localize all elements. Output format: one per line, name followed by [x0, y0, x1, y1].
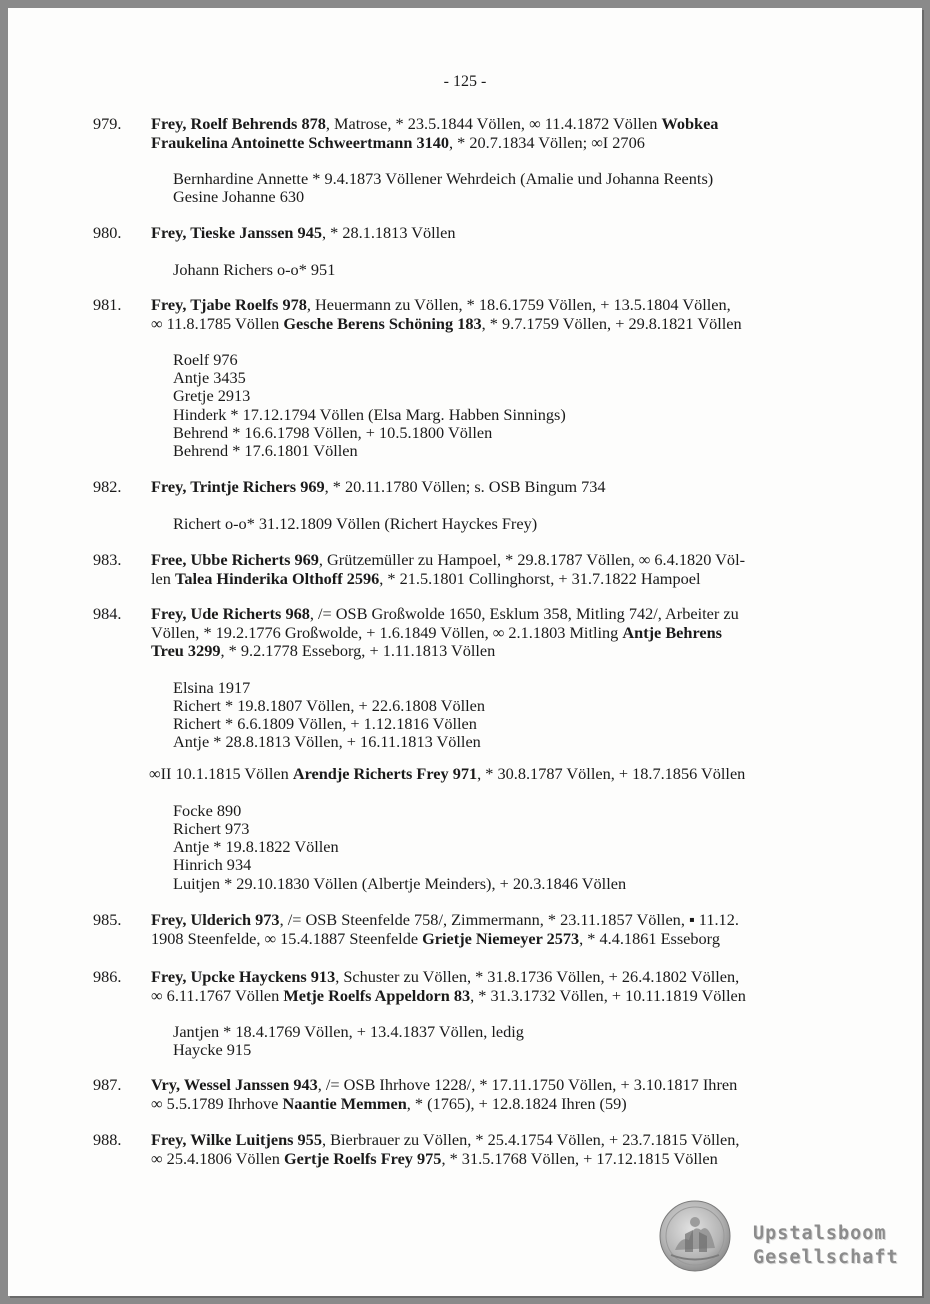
- entry-text: , /= OSB Großwolde 1650, Esklum 358, Mitling 742/, Arbeiter zu: [309, 604, 739, 623]
- entry-header: [151, 605, 873, 661]
- page-number: - 125 -: [443, 73, 487, 90]
- child-item: Johann Richers o-o* 951: [173, 259, 336, 279]
- entry-header: [151, 551, 873, 588]
- genealogy-entry: [93, 296, 873, 460]
- entry-text: , /= OSB Ihrhove 1228/, * 17.11.1750 Völlen, + 3.10.1817 Ihren: [317, 1075, 738, 1094]
- person-name: Frey, Ulderich 973: [151, 910, 280, 929]
- page-frame: [8, 8, 922, 1296]
- entry-text: , Heuermann zu Völlen, * 18.6.1759 Völlen, + 13.5.1804 Völlen,: [306, 295, 731, 314]
- entry-line: [151, 930, 873, 949]
- person-name: Talea Hinderika Olthoff 2596: [174, 568, 380, 588]
- entry-number: 987.: [93, 1075, 122, 1094]
- child-item: Antje * 28.8.1813 Völlen, + 16.11.1813 Völlen: [173, 732, 481, 752]
- person-name: Fraukelina Antoinette Schweertmann 3140: [151, 132, 450, 152]
- person-name: Frey, Wilke Luitjens 955: [151, 1130, 322, 1149]
- entry-line: [151, 315, 873, 334]
- entry-text: , /= OSB Steenfelde 758/, Zimmermann, * 23.11.1857 Völlen, ▪ 11.12.: [279, 910, 739, 929]
- entry-number: 982.: [93, 477, 122, 496]
- child-item: Richert 973: [173, 819, 250, 839]
- entry-line: [151, 1076, 873, 1095]
- children-list: [173, 1023, 873, 1059]
- entry-text: ∞ 6.11.1767 Völlen: [151, 985, 284, 1005]
- entry-text: , * 9.7.1759 Völlen, + 29.8.1821 Völlen: [481, 313, 742, 333]
- child-item: Behrend * 16.6.1798 Völlen, + 10.5.1800 Völlen: [173, 422, 493, 442]
- entry-line: [151, 911, 873, 930]
- entry-line: [151, 296, 873, 315]
- child-item: Hinrich 934: [173, 855, 252, 875]
- entry-text: , Matrose, * 23.5.1844 Völlen, ∞ 11.4.1872 Völlen: [325, 114, 662, 133]
- entry-text: , * 30.8.1787 Völlen, + 18.7.1856 Völlen: [477, 764, 746, 784]
- child-item: Luitjen * 29.10.1830 Völlen (Albertje Meinders), + 20.3.1846 Völlen: [173, 873, 627, 893]
- second-marriage: [149, 765, 873, 784]
- genealogy-entry: [93, 224, 873, 279]
- entry-text: len: [151, 568, 175, 588]
- person-name: Arendje Richerts Frey 971: [292, 764, 478, 784]
- person-name: Naantie Memmen: [282, 1093, 407, 1113]
- entry-number: 986.: [93, 967, 122, 986]
- children-list: [173, 261, 873, 279]
- person-name: Frey, Trintje Richers 969: [151, 477, 325, 496]
- entry-number: 984.: [93, 604, 122, 623]
- entry-text: Völlen, * 19.2.1776 Großwolde, + 1.6.1849 Völlen, ∞ 2.1.1803 Mitling: [151, 622, 623, 642]
- genealogy-entry: [93, 551, 873, 588]
- entry-line: [151, 224, 873, 243]
- person-name: Frey, Upcke Hayckens 913: [151, 967, 336, 986]
- entry-number: 985.: [93, 910, 122, 929]
- entry-number: 979.: [93, 114, 122, 133]
- person-name: Frey, Tieske Janssen 945: [151, 223, 322, 242]
- person-name: Metje Roelfs Appeldorn 83: [283, 985, 471, 1005]
- person-name: Gertje Roelfs Frey 975: [283, 1148, 442, 1168]
- children-list: [173, 351, 873, 460]
- entry-header: [151, 968, 873, 1005]
- child-item: Focke 890: [173, 800, 242, 820]
- person-name: Frey, Roelf Behrends 878: [151, 114, 326, 133]
- entry-text: , * 20.11.1780 Völlen; s. OSB Bingum 734: [324, 477, 606, 496]
- entry-text: ∞II 10.1.1815 Völlen: [149, 764, 293, 784]
- child-item: Antje * 19.8.1822 Völlen: [173, 837, 339, 857]
- genealogy-entry: [93, 1076, 873, 1113]
- entry-line: [151, 1095, 873, 1114]
- entry-number: 983.: [93, 550, 122, 569]
- child-item: Gretje 2913: [173, 386, 251, 406]
- genealogy-entry: [93, 968, 873, 1059]
- entry-header: [151, 224, 873, 243]
- child-item: Hinderk * 17.12.1794 Völlen (Elsa Marg. Habben Sinnings): [173, 404, 566, 424]
- person-name: Gesche Berens Schöning 183: [283, 313, 482, 333]
- child-item: Roelf 976: [173, 350, 238, 369]
- entry-text: ∞ 25.4.1806 Völlen: [151, 1148, 284, 1168]
- entry-header: [151, 296, 873, 333]
- child-item: Richert * 6.6.1809 Völlen, + 1.12.1816 Völlen: [173, 713, 477, 733]
- entry-line: [151, 1131, 873, 1150]
- person-name: Grietje Niemeyer 2573: [422, 928, 580, 948]
- entry-line: [151, 551, 873, 570]
- entry-line: [151, 134, 873, 153]
- person-name: Vry, Wessel Janssen 943: [151, 1075, 318, 1094]
- entry-header: [151, 1131, 873, 1168]
- entry-text: , * (1765), + 12.8.1824 Ihren (59): [406, 1093, 627, 1113]
- person-name: Wobkea: [661, 114, 719, 133]
- entry-line: [151, 478, 873, 497]
- entry-text: , Bierbrauer zu Völlen, * 25.4.1754 Völlen, + 23.7.1815 Völlen,: [321, 1130, 740, 1149]
- entry-text: , * 9.2.1778 Esseborg, + 1.11.1813 Völlen: [220, 641, 496, 660]
- genealogy-entry: [93, 478, 873, 533]
- entry-header: [151, 911, 873, 948]
- children-list: [173, 515, 873, 533]
- child-item: Behrend * 17.6.1801 Völlen: [173, 441, 358, 461]
- genealogy-entry: [93, 605, 873, 893]
- entry-number: 980.: [93, 223, 122, 242]
- entry-number: 981.: [93, 295, 122, 314]
- person-name: Frey, Tjabe Roelfs 978: [151, 295, 307, 314]
- brand-line1: Upstalsboom: [753, 1223, 887, 1244]
- entry-line: [151, 1150, 873, 1169]
- document-page: [8, 8, 922, 1296]
- person-name: Free, Ubbe Richerts 969: [151, 550, 319, 569]
- entry-line: [151, 570, 873, 589]
- entry-text: , * 31.5.1768 Völlen, + 17.12.1815 Völlen: [441, 1148, 718, 1168]
- child-item: Jantjen * 18.4.1769 Völlen, + 13.4.1837 Völlen, ledig: [173, 1022, 524, 1041]
- person-name: Treu 3299: [151, 641, 221, 660]
- entry-text: ∞ 5.5.1789 Ihrhove: [151, 1093, 283, 1113]
- entry-header: [151, 115, 873, 152]
- entry-text: , Grützemüller zu Hampoel, * 29.8.1787 Völlen, ∞ 6.4.1820 Völ-: [318, 550, 746, 569]
- child-item: Bernhardine Annette * 9.4.1873 Völlener Wehrdeich (Amalie und Johanna Reents): [173, 169, 714, 188]
- genealogy-entry: [93, 1131, 873, 1168]
- entry-header: [151, 478, 873, 497]
- entry-text: , * 20.7.1834 Völlen; ∞I 2706: [449, 132, 645, 152]
- entry-line: [151, 605, 873, 624]
- entry-line: [151, 115, 873, 134]
- child-item: Gesine Johanne 630: [173, 187, 305, 207]
- children-list: [173, 679, 873, 752]
- brand-line2: Gesellschaft: [753, 1247, 899, 1268]
- entry-text: , * 4.4.1861 Esseborg: [579, 928, 720, 948]
- children-list-second-marriage: [173, 802, 873, 893]
- entry-text: , Schuster zu Völlen, * 31.8.1736 Völlen, + 26.4.1802 Völlen,: [335, 967, 740, 986]
- entry-text: ∞ 11.8.1785 Völlen: [151, 313, 284, 333]
- entry-text: , * 28.1.1813 Völlen: [321, 223, 456, 242]
- entry-header: [151, 1076, 873, 1113]
- seal-logo-icon: [659, 1200, 731, 1272]
- children-list: [173, 170, 873, 206]
- society-brand: [753, 1222, 899, 1270]
- child-item: Antje 3435: [173, 368, 246, 388]
- child-item: Haycke 915: [173, 1040, 252, 1060]
- entry-number: 988.: [93, 1130, 122, 1149]
- person-name: Frey, Ude Richerts 968: [151, 604, 310, 623]
- child-item: Richert o-o* 31.12.1809 Völlen (Richert Hayckes Frey): [173, 513, 538, 533]
- child-item: Richert * 19.8.1807 Völlen, + 22.6.1808 Völlen: [173, 695, 486, 715]
- entry-text: , * 31.3.1732 Völlen, + 10.11.1819 Völlen: [470, 985, 746, 1005]
- child-item: Elsina 1917: [173, 677, 251, 697]
- genealogy-entry: [93, 911, 873, 948]
- entry-text: 1908 Steenfelde, ∞ 15.4.1887 Steenfelde: [151, 928, 423, 948]
- entry-line: [151, 624, 873, 643]
- entry-line: [151, 968, 873, 987]
- entry-line: [151, 987, 873, 1006]
- entry-line: [151, 642, 873, 661]
- entry-text: , * 21.5.1801 Collinghorst, + 31.7.1822 Hampoel: [379, 568, 701, 588]
- person-name: Antje Behrens: [622, 622, 723, 642]
- genealogy-entry: [93, 115, 873, 206]
